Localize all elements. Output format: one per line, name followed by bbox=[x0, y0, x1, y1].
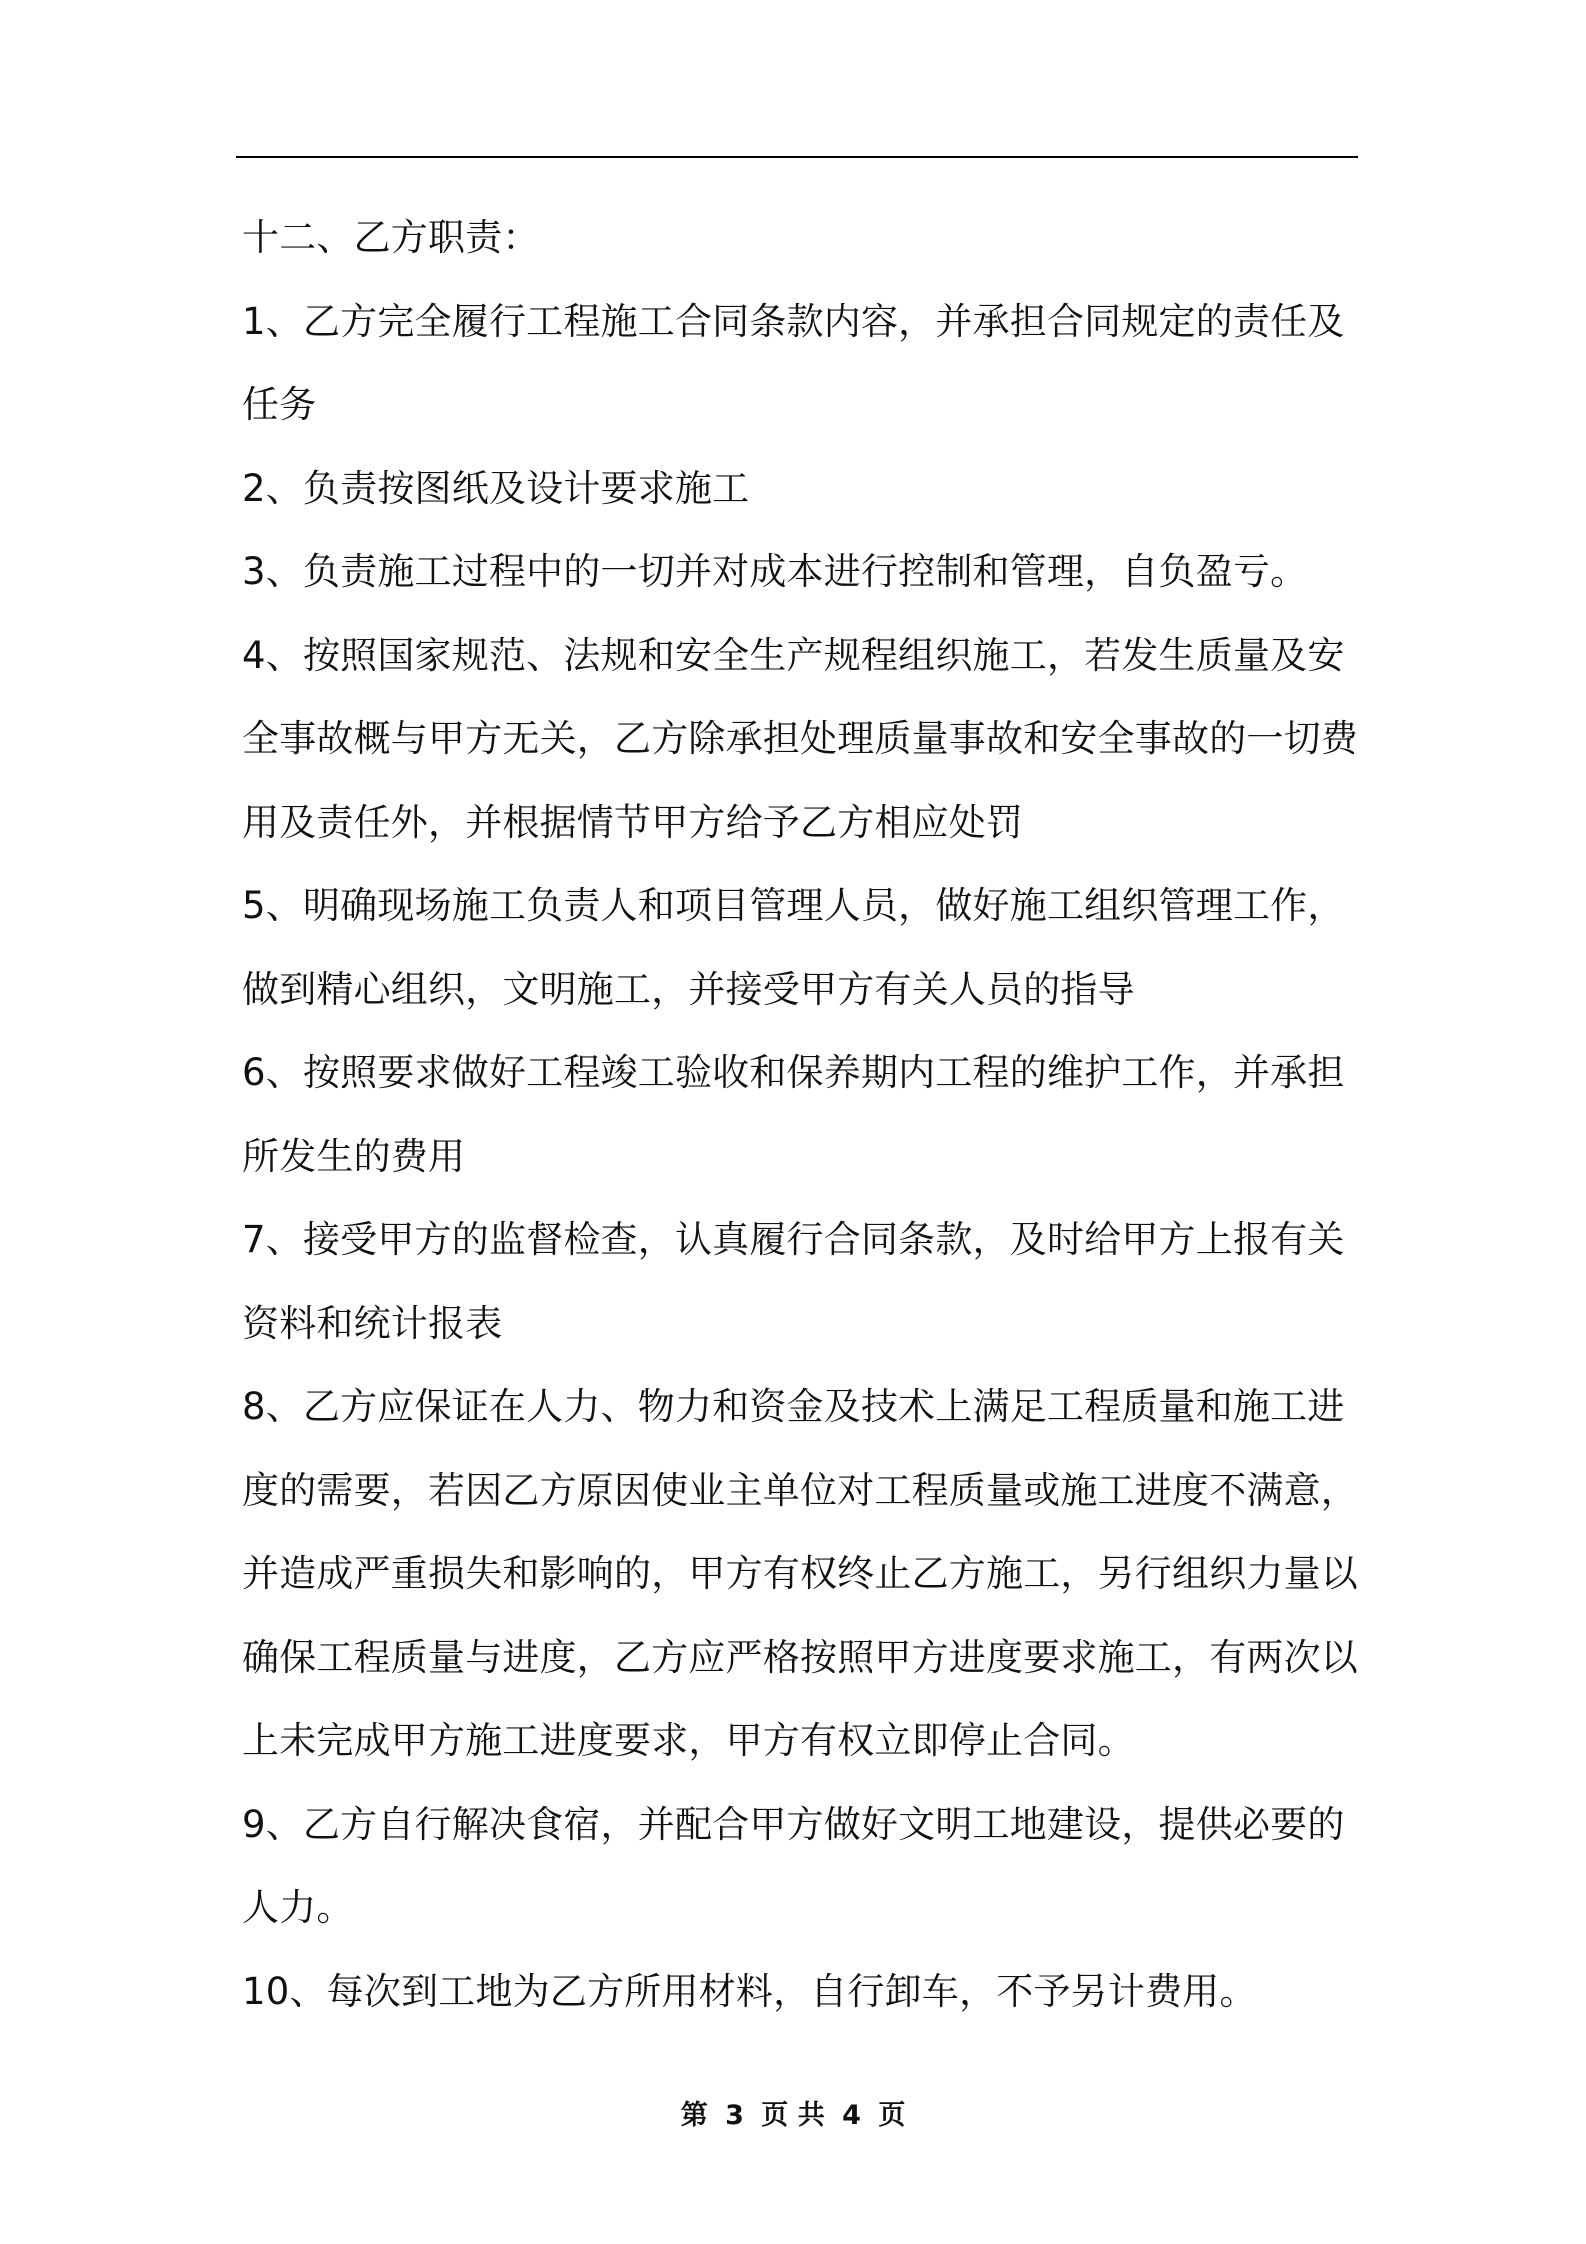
page-footer bbox=[0, 2096, 1586, 2136]
body-line: 并造成严重损失和影响的，甲方有权终止乙方施工，另行组织力量以 bbox=[242, 1552, 1358, 1595]
body-line: 1、乙方完全履行工程施工合同条款内容，并承担合同规定的责任及 bbox=[242, 299, 1345, 343]
current-page-number: 3 bbox=[725, 2100, 744, 2131]
body-line: 3、负责施工过程中的一切并对成本进行控制和管理，自负盈亏。 bbox=[242, 550, 1308, 593]
body-line: 资料和统计报表 bbox=[242, 1301, 503, 1345]
header-rule bbox=[236, 156, 1358, 158]
section-title: 十二、乙方职责： bbox=[242, 216, 540, 259]
body-line: 10、每次到工地为乙方所用材料，自行卸车，不予另计费用。 bbox=[242, 1969, 1257, 2013]
page-prefix: 第 bbox=[680, 2100, 708, 2131]
body-line: 人力。 bbox=[242, 1886, 354, 1929]
body-line: 上未完成甲方施工进度要求，甲方有权立即停止合同。 bbox=[242, 1719, 1135, 1762]
page-suffix: 页 bbox=[878, 2100, 906, 2131]
body-line: 做到精心组织，文明施工，并接受甲方有关人员的指导 bbox=[242, 967, 1135, 1011]
body-line: 用及责任外，并根据情节甲方给予乙方相应处罚 bbox=[242, 800, 1024, 844]
body-line: 6、按照要求做好工程竣工验收和保养期内工程的维护工作，并承担 bbox=[242, 1051, 1345, 1094]
document-body bbox=[242, 196, 1360, 2033]
body-line: 9、乙方自行解决食宿，并配合甲方做好文明工地建设，提供必要的 bbox=[242, 1802, 1345, 1846]
body-line: 确保工程质量与进度，乙方应严格按照甲方进度要求施工，有两次以 bbox=[242, 1635, 1358, 1679]
body-line: 度的需要，若因乙方原因使业主单位对工程质量或施工进度不满意， bbox=[242, 1468, 1358, 1512]
body-line: 7、接受甲方的监督检查，认真履行合同条款，及时给甲方上报有关 bbox=[242, 1218, 1345, 1261]
body-line: 5、明确现场施工负责人和项目管理人员，做好施工组织管理工作， bbox=[242, 884, 1345, 927]
body-line: 2、负责按图纸及设计要求施工 bbox=[242, 466, 750, 510]
body-line: 所发生的费用 bbox=[242, 1134, 466, 1178]
body-line: 8、乙方应保证在人力、物力和资金及技术上满足工程质量和施工进 bbox=[242, 1385, 1345, 1428]
page-middle: 页 共 bbox=[761, 2100, 825, 2131]
body-line: 全事故概与甲方无关，乙方除承担处理质量事故和安全事故的一切费 bbox=[242, 717, 1358, 760]
body-line: 4、按照国家规范、法规和安全生产规程组织施工，若发生质量及安 bbox=[242, 633, 1345, 677]
body-line: 任务 bbox=[242, 383, 317, 426]
total-pages-number: 4 bbox=[842, 2100, 861, 2131]
